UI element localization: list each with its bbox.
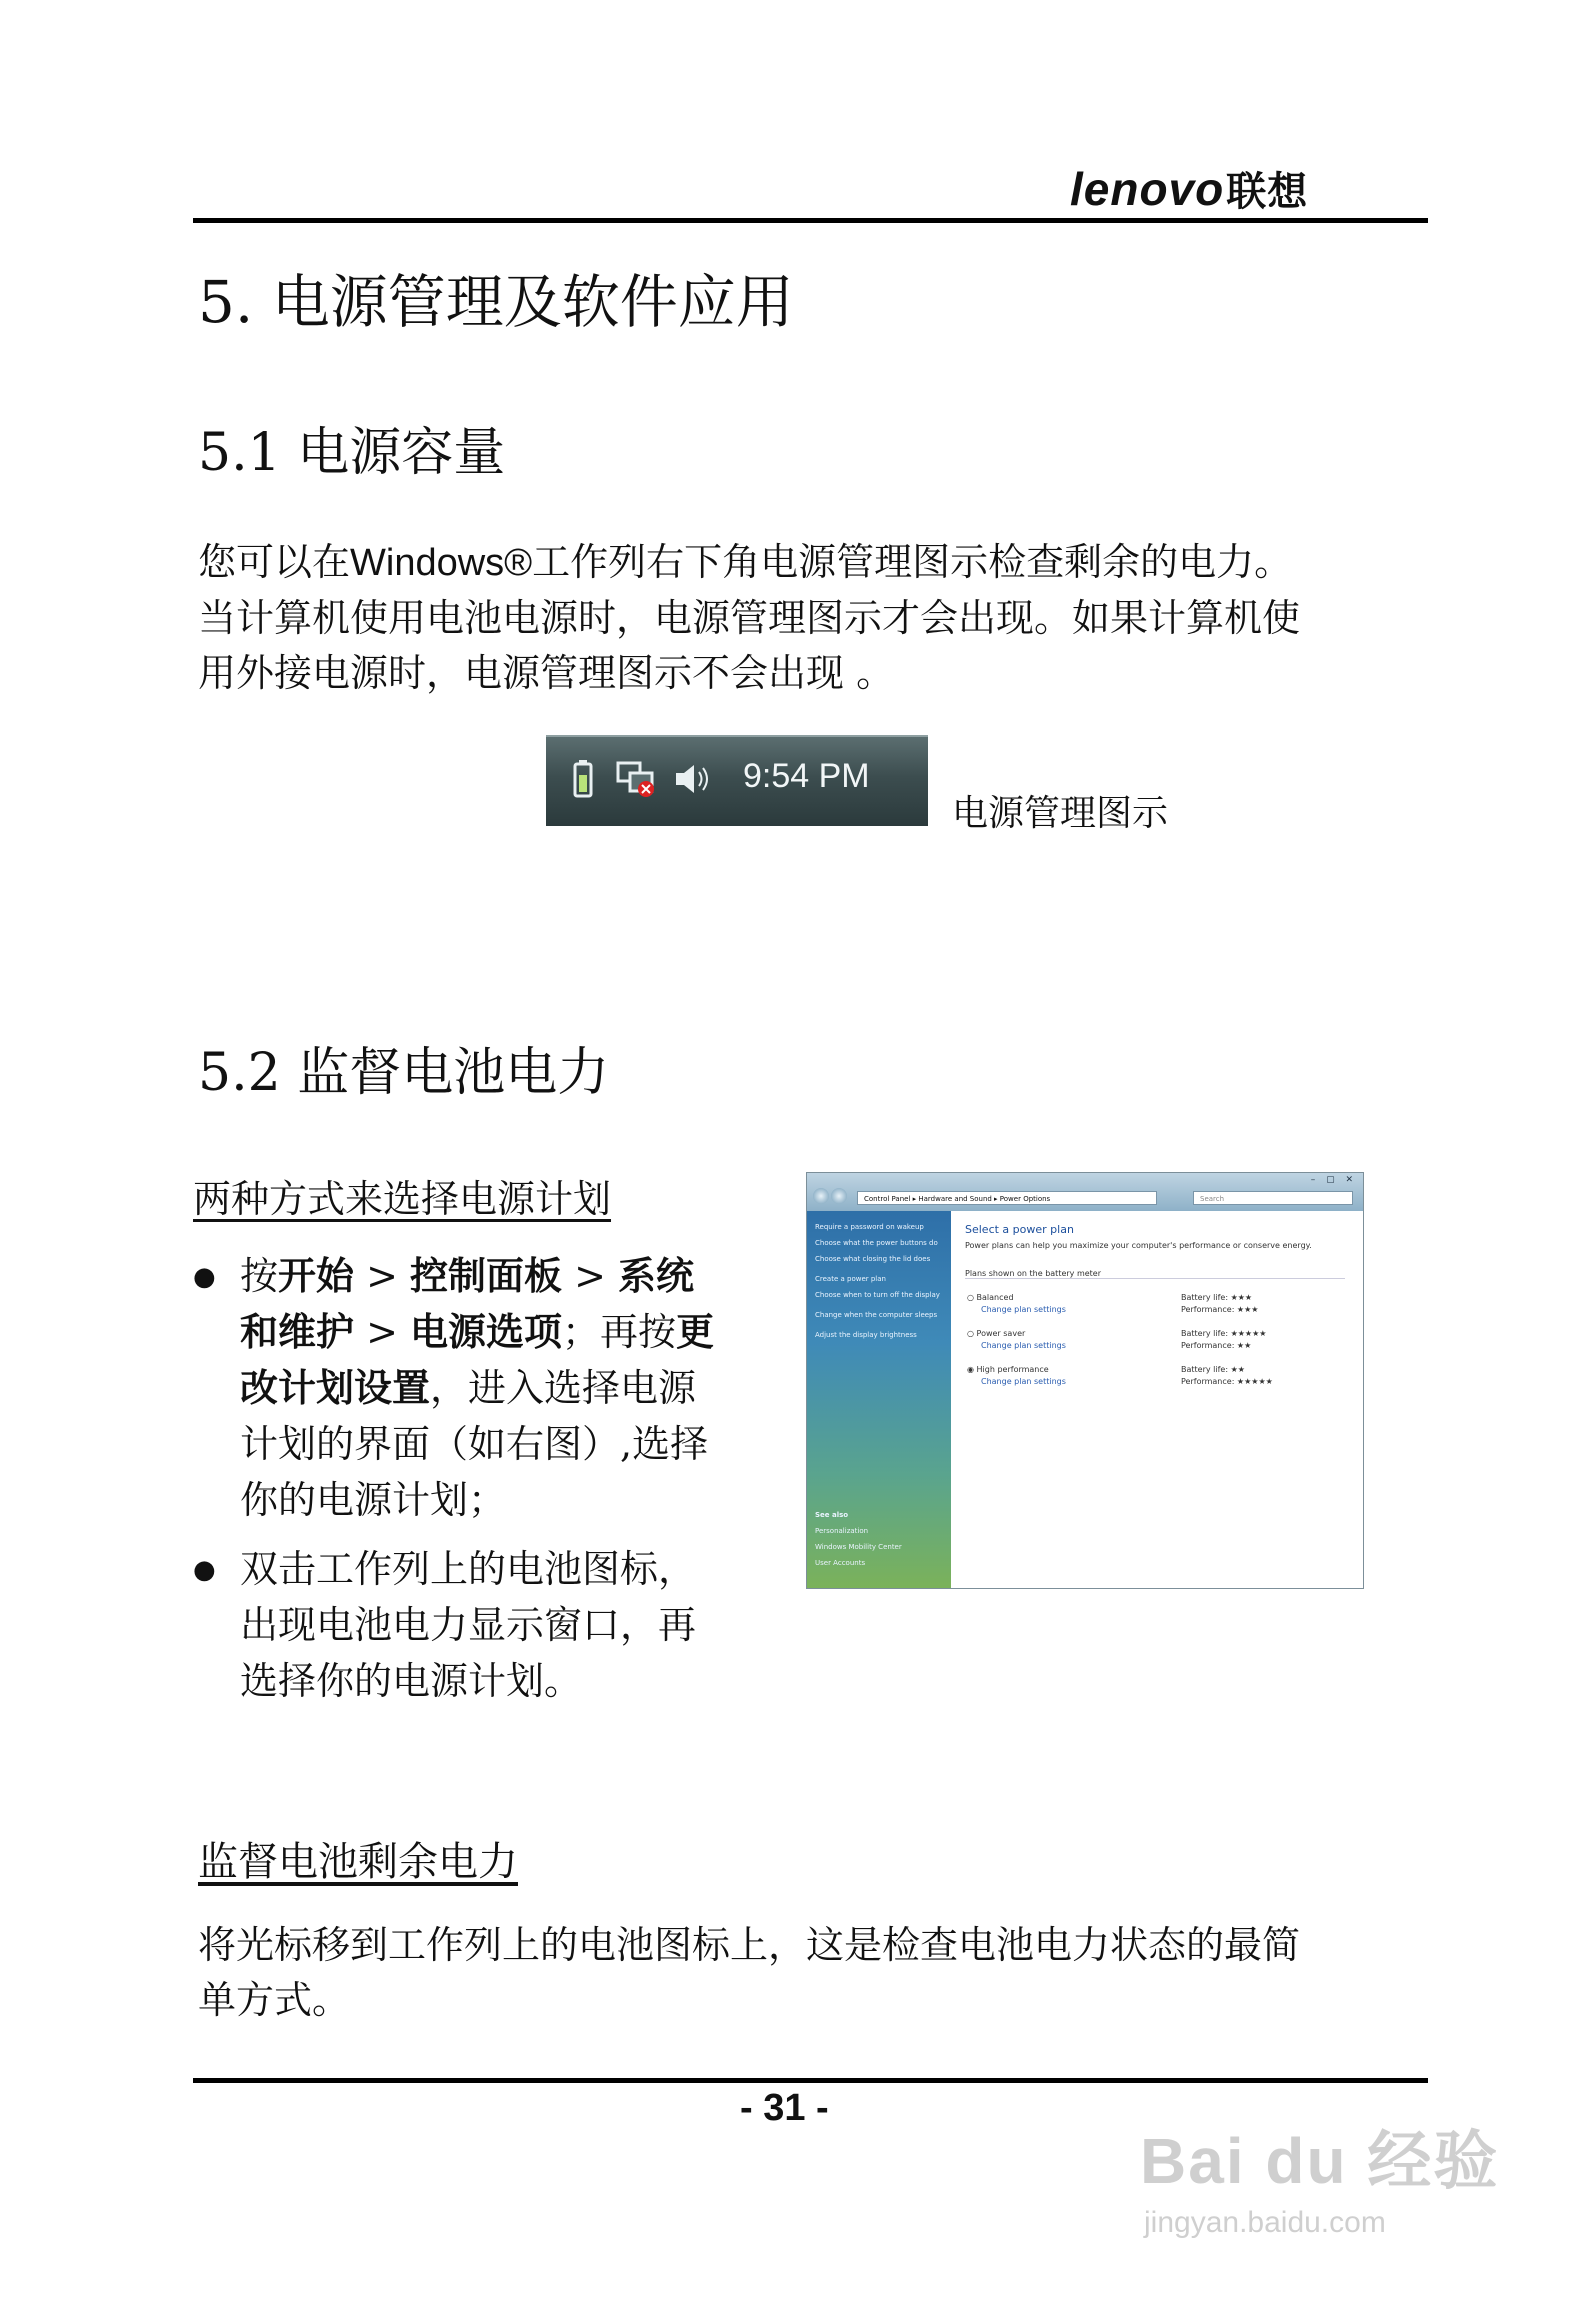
- ways-subtitle: 两种方式来选择电源计划: [193, 1177, 612, 1221]
- battery-icon: [572, 759, 594, 803]
- network-icon: [616, 759, 658, 803]
- chapter-title: 5. 电源管理及软件应用: [198, 268, 794, 336]
- monitor-subtitle: 监督电池剩余电力: [198, 1839, 518, 1885]
- watermark-logo: Bai du 经验: [1140, 2125, 1500, 2197]
- address-bar: Control Panel ▸ Hardware and Sound ▸ Power Options: [857, 1191, 1157, 1205]
- section1-paragraph: 您可以在Windows®工作列右下角电源管理图示检查剩余的电力。 当计算机使用电池电源时，电源管理图示才会出现。如果计算机使 用外接电源时，电源管理图示不会出现 。: [198, 540, 1301, 695]
- bullet-item-1: 按开始 > 控制面板 > 系统 和维护 > 电源选项；再按更 改计划设置，进入选择电源 计划的界面（如右图）,选择 你的电源计划；: [240, 1253, 715, 1522]
- watermark-url: jingyan.baidu.com: [1144, 2206, 1386, 2239]
- footer-rule: [193, 2078, 1428, 2083]
- monitor-paragraph: 将光标移到工作列上的电池图标上，这是检查电池电力状态的最简 单方式。: [198, 1923, 1301, 2022]
- bullet-item-2: 双击工作列上的电池图标， 出现电池电力显示窗口，再 选择你的电源计划。: [240, 1547, 697, 1703]
- bullet-icon: ●: [193, 1555, 216, 1585]
- window-sidebar: Require a password on wakeup Choose what the power buttons do Choose what closing the lid does Create a power plan Choose when to turn off the display Change when the computer sleeps Adjust the display brightness See also Personalization Windows Mobility Center User Accounts: [807, 1211, 951, 1588]
- tray-caption: 电源管理图示: [952, 793, 1169, 834]
- tray-clock: 9:54 PM: [743, 757, 870, 795]
- window-main: Select a power plan Power plans can help you maximize your computer's performance or conserve energy. Plans shown on the battery meter ○ Balanced Change plan settings Battery life: ★★★ Performance: ★★★ ○ Power saver Change plan settings Battery life: ★★★★★ Performance: ★★ ◉ High performance Change plan settings Battery life: ★★ Performance: ★★★★★: [951, 1211, 1363, 1588]
- lenovo-logo: lenovo联想: [1070, 163, 1309, 215]
- header-rule: [193, 218, 1428, 223]
- nav-buttons: [813, 1188, 851, 1206]
- volume-icon: [672, 759, 712, 803]
- baidu-watermark: [1140, 2110, 1499, 2240]
- section-title-power-capacity: 5.1 电源容量: [198, 423, 506, 483]
- power-options-screenshot: [806, 1172, 1364, 1589]
- window-titlebar: [807, 1173, 1363, 1211]
- search-box: Search: [1193, 1191, 1353, 1205]
- bullet-icon: ●: [193, 1262, 216, 1292]
- window-controls: – ▢ ✕: [1310, 1175, 1357, 1185]
- page-number: - 31 -: [740, 2087, 829, 2129]
- taskbar-tray-image: [546, 735, 928, 826]
- section-title-monitor-battery: 5.2 监督电池电力: [198, 1043, 610, 1103]
